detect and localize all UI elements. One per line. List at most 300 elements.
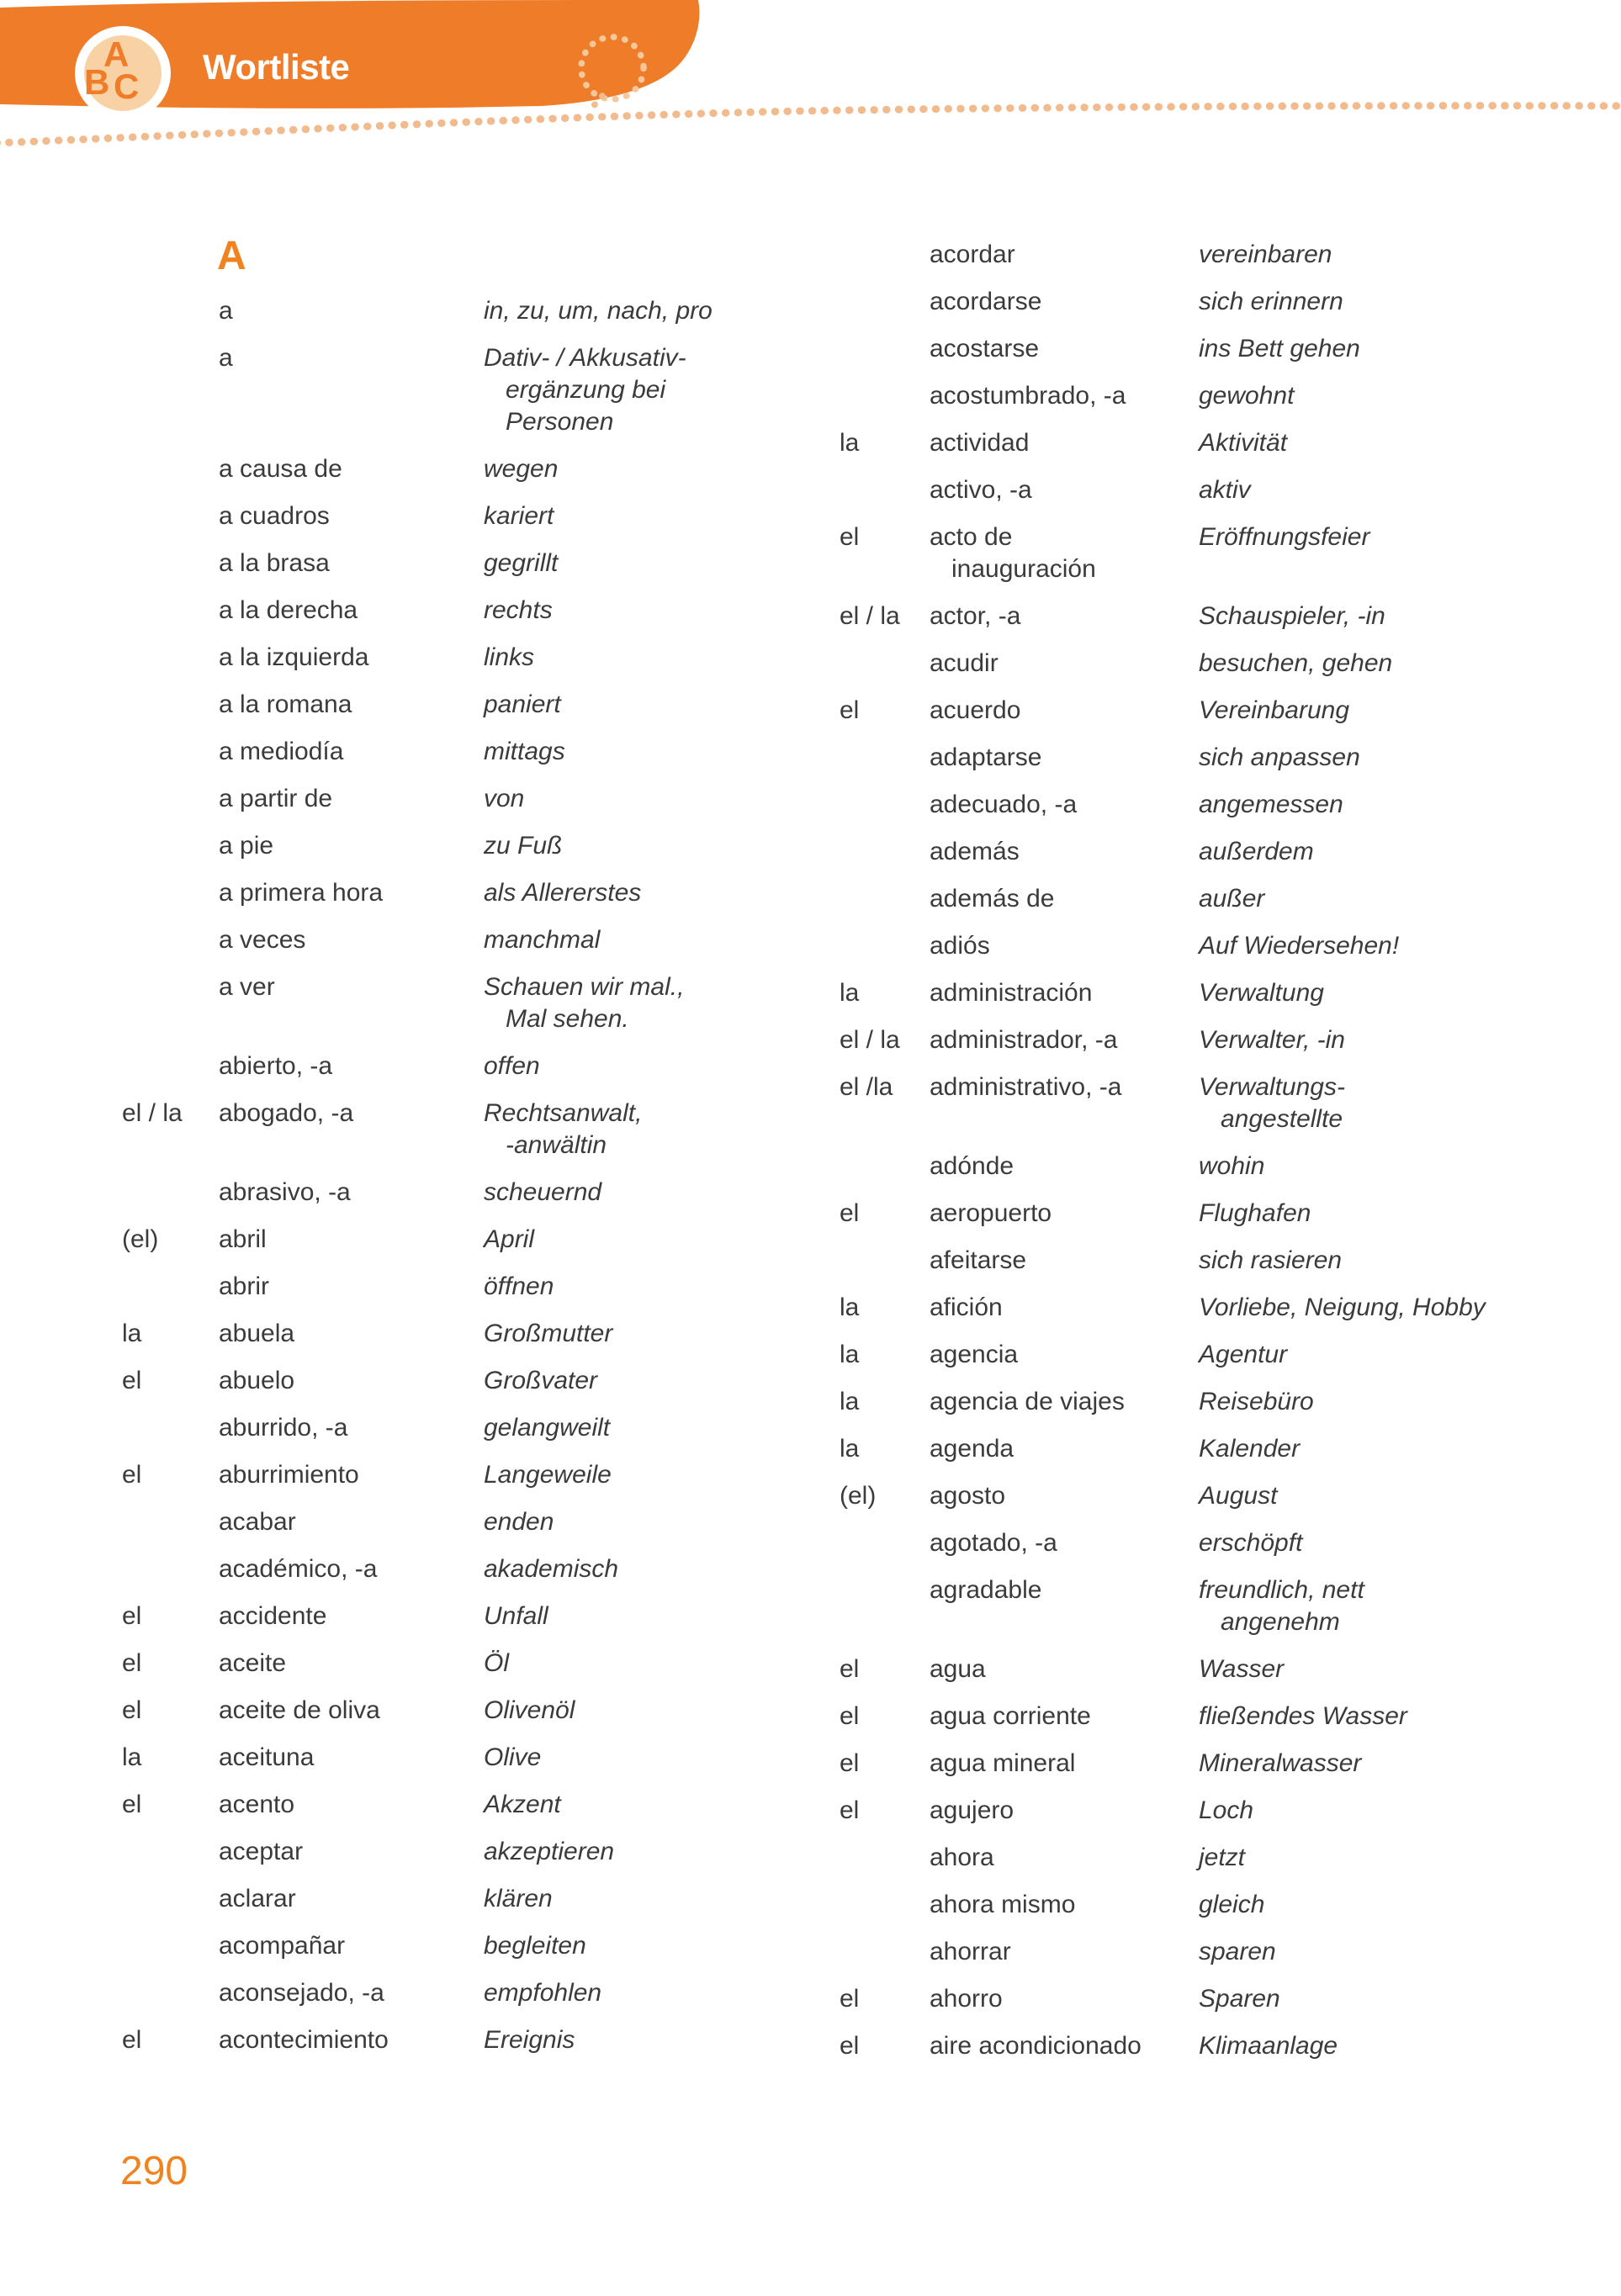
german-translation [1199,380,1618,412]
spanish-word [930,1653,1199,1685]
page-header [0,0,1621,193]
german-translation-line: Rechtsanwalt, [484,1099,643,1127]
article-label: el / la [122,1099,183,1127]
article-label [122,783,219,815]
german-translation [484,453,770,485]
spanish-word-line: abrir [219,1272,270,1300]
spanish-word [219,548,484,579]
german-translation-line: ergänzung bei [506,376,666,404]
spanish-word-line: a [219,297,233,325]
spanish-word-line: administración [930,979,1093,1007]
german-translation [1199,1292,1618,1324]
spanish-word-line: aburrimiento [219,1461,359,1489]
spanish-word-line: agua corriente [930,1702,1091,1730]
letter-heading: A [217,234,246,278]
spanish-word [219,1600,484,1632]
vocab-entry [122,1789,770,1821]
article-label [122,1883,219,1915]
article-label [840,1527,930,1559]
vocab-entry [840,1339,1618,1371]
spanish-word [219,1365,484,1397]
spanish-word [219,689,484,721]
spanish-word-line: acostumbrado, -a [930,382,1126,410]
german-translation-line: Personen [506,408,614,436]
german-translation-line: Olive [484,1743,542,1771]
spanish-word-line: a [219,344,233,372]
german-translation-line: manchmal [484,926,601,954]
spanish-word [219,1977,484,2009]
spanish-word-line: acompañar [219,1932,346,1960]
spanish-word [930,1936,1199,1968]
german-translation-line: klären [484,1885,553,1912]
spanish-word [219,1459,484,1491]
spanish-word [930,1795,1199,1827]
german-translation [484,500,770,532]
german-translation-line: Sparen [1199,1985,1280,2013]
vocab-entry [840,1795,1618,1827]
german-translation [484,1318,770,1350]
spanish-word [219,1883,484,1915]
german-translation-line: Verwaltung [1199,979,1324,1007]
spanish-word-line: aceituna [219,1743,315,1771]
german-translation-line: Aktivität [1199,429,1288,457]
german-translation-line: April [484,1225,535,1253]
german-translation [484,736,770,768]
german-translation [484,877,770,909]
vocab-entry [122,1177,770,1209]
spanish-word-line: actividad [930,429,1030,457]
spanish-word-line: agosto [930,1482,1006,1510]
article-label [122,736,219,768]
german-translation-line: erschöpft [1199,1529,1303,1557]
german-translation [1199,648,1618,680]
vocab-entry [840,1245,1618,1277]
article-label: la [840,1435,860,1463]
spanish-word-line: agua mineral [930,1749,1076,1777]
spanish-word [930,1889,1199,1921]
vocab-entry [122,1695,770,1727]
vocab-entry [122,1883,770,1915]
german-translation [484,1553,770,1585]
german-translation-line: Langeweile [484,1461,612,1489]
german-translation-line: wegen [484,455,559,483]
german-translation-line: sich erinnern [1199,288,1343,315]
spanish-word [930,742,1199,774]
article-label [840,930,930,962]
german-translation-line: scheuernd [484,1178,602,1206]
badge-letter-c: C [114,66,140,106]
spanish-word [930,1339,1199,1371]
spanish-word-line: adiós [930,932,990,960]
spanish-word-line: administrativo, -a [930,1073,1122,1101]
badge-letter-a: A [103,34,130,74]
german-translation [1199,789,1618,821]
german-translation [1199,1574,1618,1638]
german-translation-line: Flughafen [1199,1199,1311,1227]
vocab-entry [122,1553,770,1585]
vocab-entry [840,474,1618,506]
spanish-word [219,1836,484,1868]
german-translation-line: links [484,643,535,671]
spanish-word-line: a pie [219,832,274,860]
spanish-word-line: acento [219,1791,295,1818]
german-translation-line: außerdem [1199,838,1314,865]
spanish-word [219,830,484,862]
german-translation [1199,1936,1618,1968]
article-label [122,689,219,721]
vocab-entry [840,1386,1618,1418]
german-translation [484,295,770,327]
german-translation-line: Loch [1199,1796,1254,1824]
spanish-word [219,1553,484,1585]
german-translation-line: in, zu, um, nach, pro [484,297,712,325]
article-label [122,1271,219,1303]
german-translation [484,1506,770,1538]
german-translation [484,689,770,721]
german-translation-line: vereinbaren [1199,241,1332,268]
vocab-entry [840,789,1618,821]
vocab-entry [122,1600,770,1632]
german-translation-line: akademisch [484,1555,619,1583]
article-label: el [840,1655,860,1683]
vocab-entry [122,1224,770,1256]
vocab-entry [122,1271,770,1303]
vocab-entry [840,239,1618,271]
german-translation [1199,1701,1618,1733]
spanish-word [930,2030,1199,2062]
vocab-entry [840,883,1618,915]
vocab-entry [840,2030,1618,2062]
article-label [122,1977,219,2009]
german-translation-line: August [1199,1482,1278,1510]
german-translation-line: begleiten [484,1932,586,1960]
article-label [840,883,930,915]
vocab-entry [840,836,1618,868]
spanish-word-line: adónde [930,1152,1014,1180]
spanish-word-line: abuelo [219,1367,295,1394]
left-column [122,234,770,2071]
article-label [122,500,219,532]
german-translation-line: Schauen wir mal., [484,973,685,1001]
vocab-entry [122,1459,770,1491]
german-translation-line: außer [1199,885,1265,913]
vocab-entry [122,971,770,1035]
german-translation-line: Verwaltungs- [1199,1073,1345,1101]
german-translation-line: Agentur [1199,1341,1288,1368]
spanish-word [219,453,484,485]
spanish-word [930,239,1199,271]
spanish-word-line: adaptarse [930,743,1042,771]
article-label [122,1177,219,1209]
article-label: la [840,1293,860,1321]
spanish-word [219,595,484,627]
german-translation-line: rechts [484,596,553,624]
spanish-word [930,977,1199,1009]
spanish-word-line: abogado, -a [219,1099,354,1127]
article-label [840,1936,930,1968]
german-translation [484,1883,770,1915]
vocab-entry [122,2024,770,2056]
article-label [840,836,930,868]
vocab-entry [840,521,1618,585]
article-label [122,1050,219,1082]
german-translation-line: Ereignis [484,2026,575,2054]
spanish-word [930,836,1199,868]
article-label [122,971,219,1035]
vocab-entry [122,1977,770,2009]
vocab-entry [122,642,770,674]
vocab-entry [122,295,770,327]
german-translation [484,642,770,674]
german-translation-line: Olivenöl [484,1696,575,1724]
german-translation [1199,1748,1618,1780]
spanish-word-line: adecuado, -a [930,791,1078,818]
german-translation [1199,930,1618,962]
vocab-entry [122,1412,770,1444]
spanish-word [930,695,1199,727]
spanish-word-line: ahorro [930,1985,1003,2013]
article-label [122,830,219,862]
german-translation [484,342,770,438]
german-translation-line: Öl [484,1649,509,1677]
spanish-word-line: acudir [930,649,999,677]
spanish-word [930,1071,1199,1135]
page-number: 290 [120,2149,188,2193]
spanish-word-line: abuela [219,1320,295,1347]
german-translation [484,548,770,579]
german-translation-line: empfohlen [484,1979,602,2007]
spanish-word [219,642,484,674]
german-translation [1199,1245,1618,1277]
article-label: la [840,1341,860,1368]
article-label [122,1930,219,1962]
german-translation-line: freundlich, nett [1199,1576,1364,1604]
spanish-word [930,1983,1199,2015]
german-translation [1199,286,1618,318]
german-translation-line: angemessen [1199,791,1343,818]
german-translation-line: Mineralwasser [1199,1749,1362,1777]
german-translation [1199,883,1618,915]
spanish-word-line: acontecimiento [219,2026,389,2054]
german-translation-line: sparen [1199,1938,1276,1965]
spanish-word-line: agencia de viajes [930,1388,1125,1415]
german-translation [484,595,770,627]
spanish-word-line: agradable [930,1576,1042,1604]
german-translation [484,830,770,862]
german-translation-line: angenehm [1221,1608,1340,1636]
article-label [122,1412,219,1444]
german-translation-line: Akzent [484,1791,561,1818]
german-translation [1199,1653,1618,1685]
german-translation-line: gelangweilt [484,1414,611,1442]
german-translation-line: Dativ- / Akkusativ- [484,344,686,372]
german-translation-line: kariert [484,502,554,530]
vocab-entry [840,1527,1618,1559]
vocab-entry [122,1930,770,1962]
german-translation-line: gleich [1199,1891,1265,1918]
spanish-word [219,1648,484,1680]
vocab-entry [840,1983,1618,2015]
spanish-word [219,1742,484,1774]
spanish-word [219,1177,484,1209]
article-label [122,295,219,327]
vocab-entry [122,1318,770,1350]
spanish-word-line: acordar [930,241,1015,268]
spanish-word-line: aceite de oliva [219,1696,380,1724]
article-label: el [122,1367,142,1394]
german-translation [484,2024,770,2056]
german-translation-line: offen [484,1052,540,1080]
article-label [840,1842,930,1874]
vocab-entry [840,1748,1618,1780]
german-translation [1199,1527,1618,1559]
spanish-word [219,1098,484,1161]
spanish-word-line: además de [930,885,1055,913]
spanish-word-line: además [930,838,1020,865]
article-label [122,548,219,579]
spanish-word [219,2024,484,2056]
spanish-word [219,1412,484,1444]
german-translation-line: Schauspieler, -in [1199,602,1385,630]
spanish-word-line: activo, -a [930,476,1032,504]
german-translation [1199,600,1618,632]
vocab-entry [122,689,770,721]
spanish-word [219,1930,484,1962]
spanish-word [219,1050,484,1082]
german-translation [1199,474,1618,506]
spanish-word-line: a causa de [219,455,342,483]
german-translation [1199,1386,1618,1418]
article-label: el [122,1696,142,1724]
article-label: el [122,1602,142,1630]
german-translation-line: sich rasieren [1199,1246,1343,1274]
german-translation-line: Reisebüro [1199,1388,1314,1415]
german-translation [484,783,770,815]
vocab-entry [840,1701,1618,1733]
german-translation-line: Mal sehen. [506,1005,629,1033]
vocab-entry [122,342,770,438]
vocab-entry [122,453,770,485]
article-label [840,1574,930,1638]
vocab-entry [122,1365,770,1397]
spanish-word [219,1789,484,1821]
article-label [122,877,219,909]
article-label [840,1889,930,1921]
article-label [840,1245,930,1277]
spanish-word [219,295,484,327]
german-translation [1199,521,1618,585]
article-label: el [840,696,860,724]
spanish-word-line: a veces [219,926,306,954]
left-column-entries [122,295,770,2056]
vocab-entry [840,742,1618,774]
article-label [840,1151,930,1182]
vocab-entry [840,1024,1618,1056]
spanish-word-line: aeropuerto [930,1199,1052,1227]
spanish-word [219,736,484,768]
vocab-entry [122,830,770,862]
spanish-word-line: agujero [930,1796,1014,1824]
spanish-word-line: abierto, -a [219,1052,333,1080]
spanish-word [219,877,484,909]
article-label: el [840,2032,860,2060]
spanish-word-line: acto de [930,523,1013,551]
spanish-word [219,342,484,438]
spanish-word-line: a cuadros [219,502,330,530]
vocab-entry [840,286,1618,318]
german-translation [1199,1433,1618,1465]
vocab-entry [840,977,1618,1009]
german-translation [1199,1151,1618,1182]
spanish-word [930,883,1199,915]
german-translation-line: zu Fuß [484,832,563,860]
article-label: el [840,1702,860,1730]
spanish-word-line: acostarse [930,335,1040,362]
spanish-word [930,1433,1199,1465]
article-label: el [840,1199,860,1227]
german-translation-line: Klimaanlage [1199,2032,1338,2060]
german-translation-line: gegrillt [484,549,559,577]
german-translation [1199,695,1618,727]
german-translation [484,1177,770,1209]
spanish-word [930,600,1199,632]
spanish-word [930,1151,1199,1182]
spanish-word [219,1506,484,1538]
spanish-word [930,1245,1199,1277]
german-translation-line: als Allererstes [484,879,642,907]
spanish-word-line: abril [219,1225,267,1253]
article-label: el [122,2026,142,2054]
german-translation [484,1412,770,1444]
german-translation-line: wohin [1199,1152,1265,1180]
spanish-word [219,1695,484,1727]
vocab-entry [840,695,1618,727]
vocab-entry [122,1098,770,1161]
page-title: Wortliste [203,47,350,87]
vocab-entry [122,924,770,956]
german-translation-line: angestellte [1221,1105,1343,1133]
german-translation [484,1050,770,1082]
vocab-entry [840,333,1618,365]
article-label: el / la [840,602,900,630]
german-translation [1199,1480,1618,1512]
article-label: la [122,1743,142,1771]
spanish-word [930,1480,1199,1512]
article-label [122,1506,219,1538]
article-label: la [840,979,860,1007]
german-translation [1199,1071,1618,1135]
german-translation [1199,333,1618,365]
german-translation [484,1742,770,1774]
vocab-entry [840,1071,1618,1135]
german-translation [1199,239,1618,271]
article-label: el [840,523,860,551]
vocab-entry [840,380,1618,412]
german-translation-line: Großmutter [484,1320,613,1347]
german-translation-line: sich anpassen [1199,743,1360,771]
german-translation [484,1224,770,1256]
vocab-entry [122,736,770,768]
article-label [122,1836,219,1868]
vocab-entry [840,1433,1618,1465]
german-translation-line: von [484,785,525,812]
article-label [122,595,219,627]
vocab-entry [840,1574,1618,1638]
german-translation [1199,742,1618,774]
article-label [840,333,930,365]
spanish-word-line: accidente [219,1602,327,1630]
spanish-word-line: acordarse [930,288,1042,315]
